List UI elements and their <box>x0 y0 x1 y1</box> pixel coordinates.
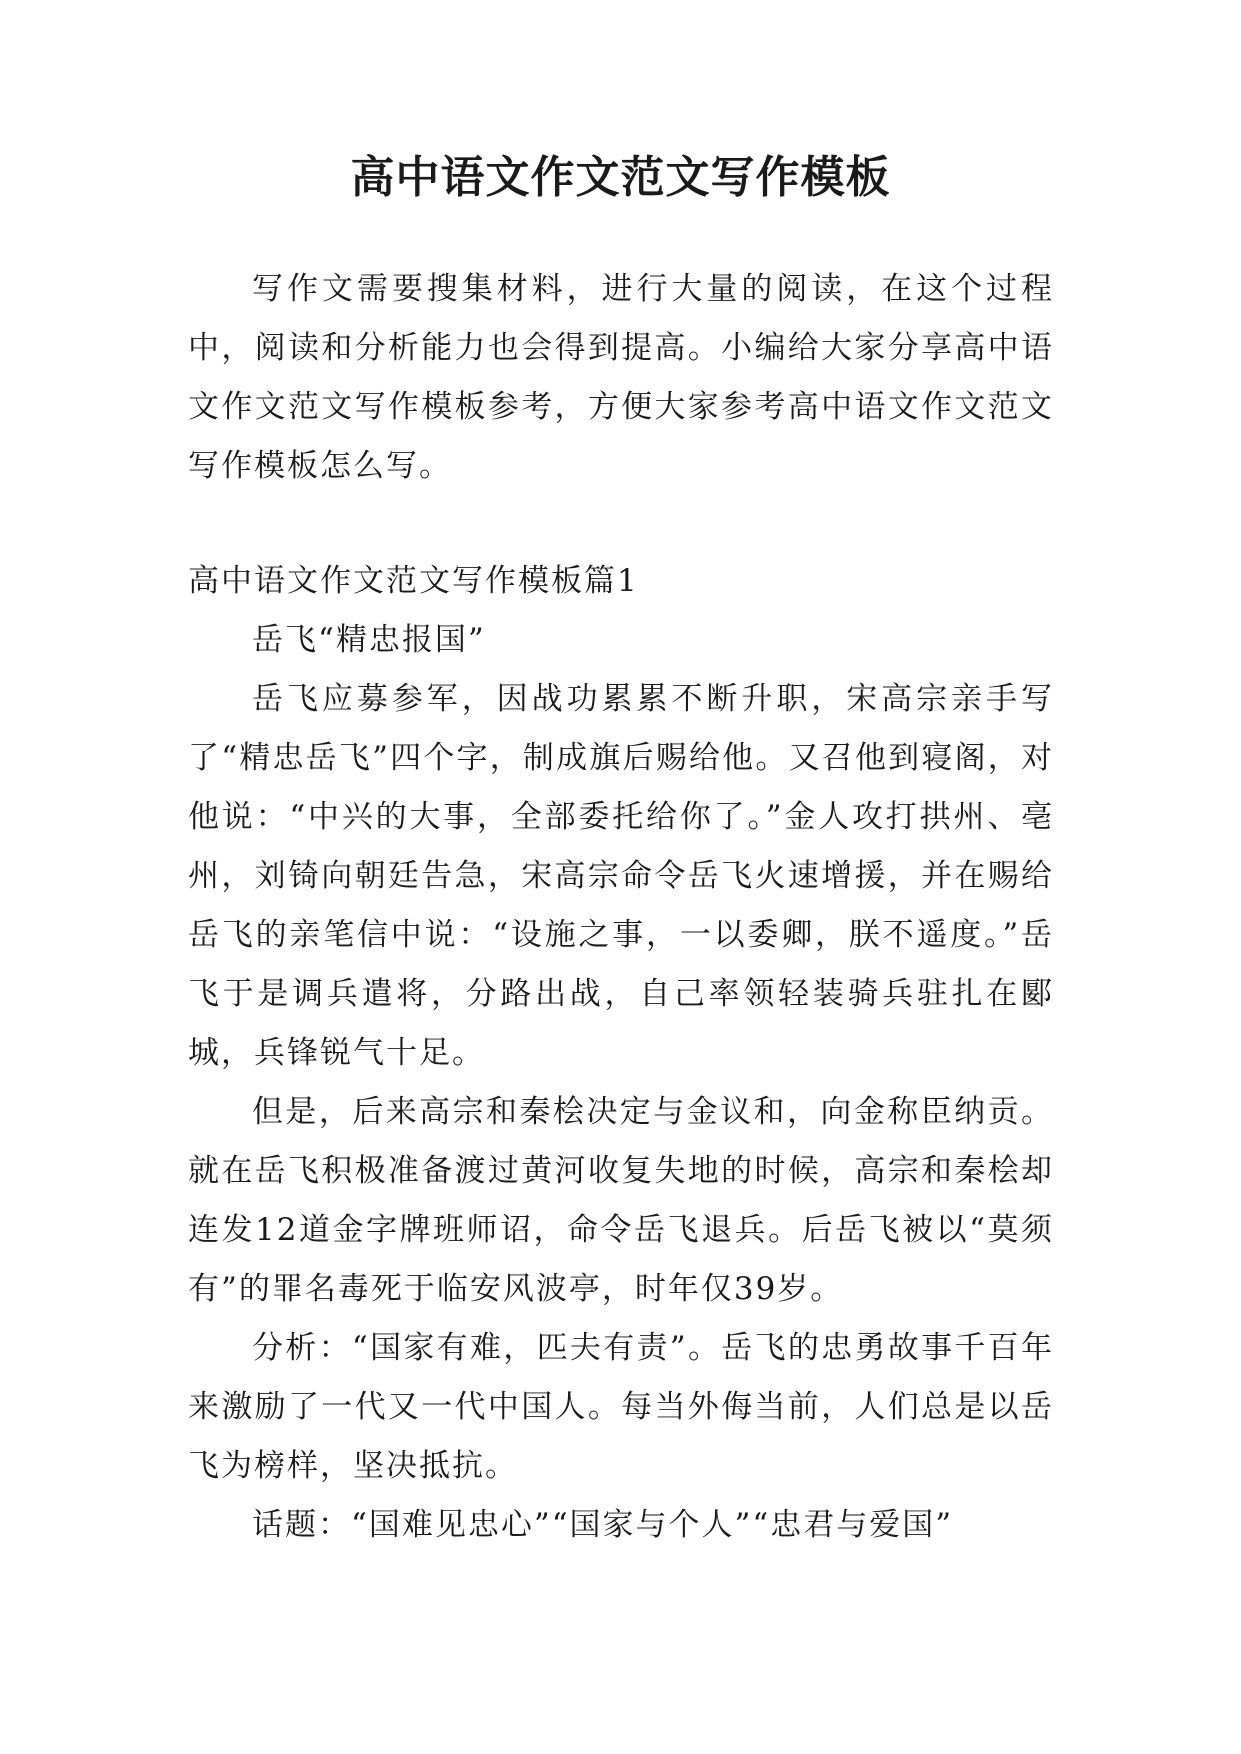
story-paragraph: 岳飞应募参军，因战功累累不断升职，宋高宗亲手写了“精忠岳飞”四个字，制成旗后赐给他。又召他到寝阁，对他说：“中兴的大事，全部委托给你了。”金人攻打拱州、亳州，刘锜向朝廷告急，宋高宗命令岳飞火速增援，并在赐给岳飞的亲笔信中说：“设施之事，一以委卿，朕不遥度。”岳飞于是调兵遣将，分路出战，自己率领轻装骑兵驻扎在郾城，兵锋锐气十足。 <box>188 681 1054 1071</box>
topics-paragraph: 话题：“国难见忠心”“国家与个人”“忠君与爱国” <box>252 1507 954 1543</box>
story-paragraph-continued: 但是，后来高宗和秦桧决定与金议和，向金称臣纳贡。就在岳飞积极准备渡过黄河收复失地的时候，高宗和秦桧却连发12道金字牌班师诏，命令岳飞退兵。后岳飞被以“莫须有”的罪名毒死于临安风波亭，时年仅39岁。 <box>188 1094 1054 1307</box>
document-title: 高中语文作文范文写作模板 <box>350 152 891 203</box>
document-body <box>188 260 1054 1555</box>
analysis-paragraph: 分析：“国家有难，匹夫有责”。岳飞的忠勇故事千百年来激励了一代又一代中国人。每当外侮当前，人们总是以岳飞为榜样，坚决抵抗。 <box>188 1330 1054 1484</box>
section-heading: 高中语文作文范文写作模板篇1 <box>188 563 639 599</box>
intro-paragraph: 写作文需要搜集材料，进行大量的阅读，在这个过程中，阅读和分析能力也会得到提高。小编给大家分享高中语文作文范文写作模板参考，方便大家参考高中语文作文范文写作模板怎么写。 <box>188 271 1054 484</box>
subtitle-paragraph: 岳飞“精忠报国” <box>252 622 486 658</box>
